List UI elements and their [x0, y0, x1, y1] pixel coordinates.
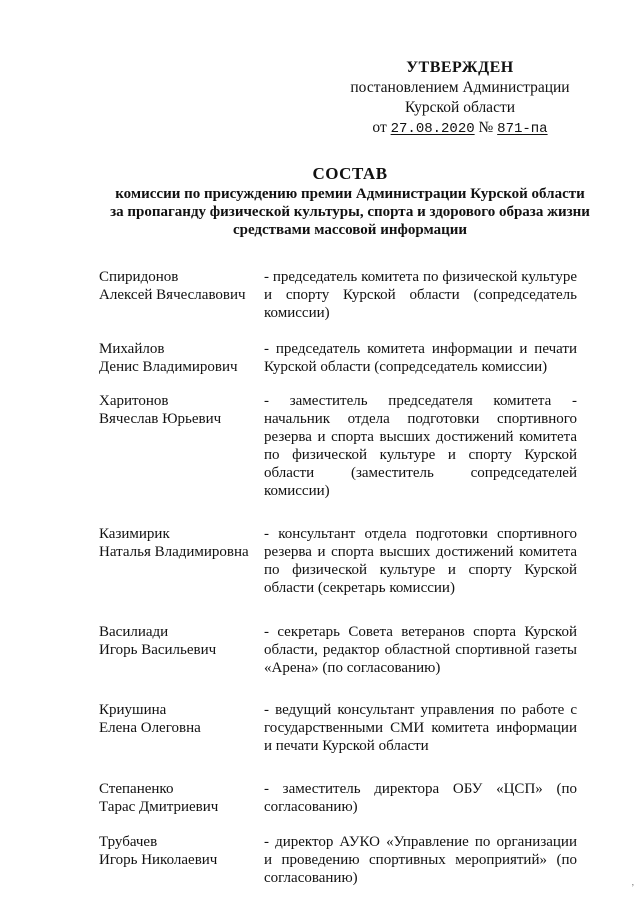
member-given-name: Алексей Вячеславович	[99, 287, 246, 303]
member-row	[99, 392, 577, 500]
approval-line-1: постановлением Администрации	[350, 79, 570, 96]
member-role: - директор АУКО «Управление по организации и проведению спортивных мероприятий» (по согласованию)	[264, 834, 577, 886]
member-row	[99, 268, 577, 322]
member-given-name: Наталья Владимировна	[99, 544, 249, 560]
member-surname: Михайлов	[99, 341, 165, 357]
member-surname: Казимирик	[99, 526, 170, 542]
member-given-name: Денис Владимирович	[99, 359, 238, 375]
number-prefix: №	[478, 119, 494, 136]
members-list	[99, 268, 577, 887]
member-given-name: Вячеслав Юрьевич	[99, 411, 222, 427]
member-surname: Василиади	[99, 624, 169, 640]
member-role: - председатель комитета информации и печати Курской области (сопредседатель комиссии)	[264, 341, 577, 375]
member-name	[99, 340, 264, 376]
member-name	[99, 525, 264, 597]
member-given-name: Елена Олеговна	[99, 720, 201, 736]
number-value: 871-па	[497, 121, 548, 137]
date-value: 27.08.2020	[390, 121, 475, 137]
member-row	[99, 701, 577, 755]
date-prefix: от	[372, 119, 387, 136]
member-surname: Спиридонов	[99, 269, 179, 285]
title-sub-line-3: средствами массовой информации	[232, 222, 468, 238]
member-name	[99, 780, 264, 816]
member-surname: Степаненко	[99, 781, 174, 797]
approval-date-line	[330, 118, 590, 139]
document-title	[60, 163, 640, 239]
member-given-name: Тарас Дмитриевич	[99, 799, 219, 815]
member-role: - председатель комитета по физической культуре и спорту Курской области (сопредседатель комиссии)	[264, 269, 577, 321]
member-surname: Криушина	[99, 702, 167, 718]
scan-edge-mark: ,	[631, 877, 634, 887]
member-role: - заместитель председателя комитета - начальник отдела подготовки спортивного резерва и спорта высших достижений комитета по физической культуре и спорту Курской области (заместитель сопредседателей комиссии)	[264, 393, 577, 499]
member-name	[99, 268, 264, 322]
title-main: СОСТАВ	[312, 164, 388, 183]
member-surname: Харитонов	[99, 393, 169, 409]
title-sub-line-1: комиссии по присуждению премии Администрации Курской области	[115, 186, 585, 202]
member-given-name: Игорь Николаевич	[99, 852, 218, 868]
title-sub-line-2: за пропаганду физической культуры, спорта и здорового образа жизни	[110, 204, 590, 220]
member-role: - консультант отдела подготовки спортивного резерва и спорта высших достижений комитета по физической культуре и спорту Курской области (секретарь комиссии)	[264, 526, 577, 596]
member-row	[99, 623, 577, 677]
member-row	[99, 525, 577, 597]
member-name	[99, 701, 264, 755]
member-row	[99, 833, 577, 887]
member-name	[99, 833, 264, 887]
approval-line-2: Курской области	[404, 99, 516, 116]
member-role: - ведущий консультант управления по работе с государственными СМИ комитета информации и печати Курской области	[264, 702, 577, 754]
member-name	[99, 392, 264, 500]
approved-heading: УТВЕРЖДЕН	[406, 59, 514, 76]
approval-stamp	[330, 58, 590, 139]
member-name	[99, 623, 264, 677]
member-given-name: Игорь Васильевич	[99, 642, 217, 658]
member-row	[99, 780, 577, 816]
member-role: - секретарь Совета ветеранов спорта Курской области, редактор областной спортивной газеты «Арена» (по согласованию)	[264, 624, 577, 676]
member-role: - заместитель директора ОБУ «ЦСП» (по согласованию)	[264, 781, 577, 815]
member-row	[99, 340, 577, 376]
member-surname: Трубачев	[99, 834, 158, 850]
